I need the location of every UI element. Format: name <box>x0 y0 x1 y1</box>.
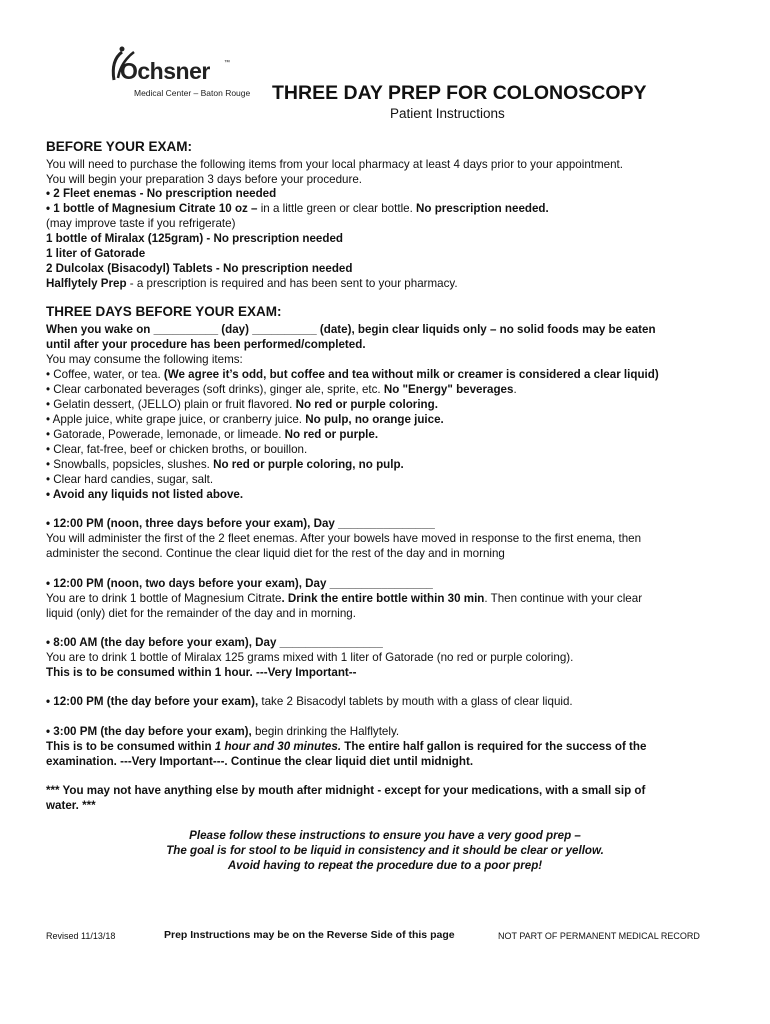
schedule-4-line: • 12:00 PM (the day before your exam), take 2 Bisacodyl tablets by mouth with a glass of clear liquid. <box>46 695 573 708</box>
schedule-2-heading: • 12:00 PM (noon, two days before your exam), Day ________________ <box>46 577 433 590</box>
ochsner-logo <box>108 44 258 102</box>
page-title: THREE DAY PREP FOR COLONOSCOPY <box>272 82 647 104</box>
schedule-1-heading: • 12:00 PM (noon, three days before your exam), Day _______________ <box>46 517 435 530</box>
before-line-1: You will need to purchase the following items from your local pharmacy at least 4 days prior to your appointment. <box>46 158 623 171</box>
footer-not-medical-record: NOT PART OF PERMANENT MEDICAL RECORD <box>498 931 700 941</box>
schedule-3-heading: • 8:00 AM (the day before your exam), Day ________________ <box>46 636 383 649</box>
schedule-5-heading: • 3:00 PM (the day before your exam), begin drinking the Halflytely. <box>46 725 400 738</box>
before-item-halflytely: Halflytely Prep - a prescription is required and has been sent to your pharmacy. <box>46 277 458 290</box>
three-days-heading: THREE DAYS BEFORE YOUR EXAM: <box>46 304 282 319</box>
three-item-gatorade: • Gatorade, Powerade, lemonade, or limeade. No red or purple. <box>46 428 379 441</box>
three-line-2: until after your procedure has been performed/completed. <box>46 338 366 351</box>
three-item-carbonated: • Clear carbonated beverages (soft drinks), ginger ale, sprite, etc. No "Energy" beverages. <box>46 383 517 396</box>
schedule-5-line-2: examination. ---Very Important---. Continue the clear liquid diet until midnight. <box>46 755 474 768</box>
schedule-5-line-1: This is to be consumed within 1 hour and 30 minutes. The entire half gallon is required for the success of the <box>46 740 647 753</box>
logo-name: Ochsner <box>120 58 210 84</box>
before-item-magnesium: • 1 bottle of Magnesium Citrate 10 oz – in a little green or clear bottle. No prescription needed. <box>46 202 549 215</box>
schedule-1-line-1: You will administer the first of the 2 fleet enemas. After your bowels have moved in response to the first enema, then <box>46 532 642 545</box>
schedule-3-line-2: This is to be consumed within 1 hour. ---Very Important-- <box>46 666 357 679</box>
three-item-coffee: • Coffee, water, or tea. (We agree it’s odd, but coffee and tea without milk or creamer is considered a clear liquid) <box>46 368 659 381</box>
page-subtitle: Patient Instructions <box>390 106 505 121</box>
closing-line-1: Please follow these instructions to ensure you have a very good prep – <box>189 829 581 842</box>
nothing-by-mouth-line-2: water. *** <box>46 799 96 812</box>
footer-revised: Revised 11/13/18 <box>46 931 116 941</box>
schedule-1-line-2: administer the second. Continue the clear liquid diet for the rest of the day and in morning <box>46 547 505 560</box>
three-line-3: You may consume the following items: <box>46 353 243 366</box>
logo-subtitle: Medical Center – Baton Rouge <box>134 88 251 98</box>
three-item-juice: • Apple juice, white grape juice, or cranberry juice. No pulp, no orange juice. <box>46 413 444 426</box>
three-item-broth: • Clear, fat-free, beef or chicken broths, or bouillon. <box>46 443 308 456</box>
schedule-2-line-2: liquid (only) diet for the remainder of the day and in morning. <box>46 607 356 620</box>
before-item-dulcolax: 2 Dulcolax (Bisacodyl) Tablets - No prescription needed <box>46 262 353 275</box>
footer-reverse-side: Prep Instructions may be on the Reverse Side of this page <box>164 929 455 941</box>
three-item-candies: • Clear hard candies, sugar, salt. <box>46 473 214 486</box>
three-item-gelatin: • Gelatin dessert, (JELLO) plain or fruit flavored. No red or purple coloring. <box>46 398 438 411</box>
schedule-2-line-1: You are to drink 1 bottle of Magnesium Citrate. Drink the entire bottle within 30 min. Then continue with your clear <box>46 592 643 605</box>
before-note-refrigerate: (may improve taste if you refrigerate) <box>46 217 236 230</box>
before-item-gatorade: 1 liter of Gatorade <box>46 247 146 260</box>
closing-line-2: The goal is for stool to be liquid in consistency and it should be clear or yellow. <box>166 844 604 857</box>
closing-line-3: Avoid having to repeat the procedure due to a poor prep! <box>227 859 543 872</box>
before-exam-heading: BEFORE YOUR EXAM: <box>46 139 193 154</box>
schedule-3-line-1: You are to drink 1 bottle of Miralax 125 grams mixed with 1 liter of Gatorade (no red or purple coloring). <box>46 651 574 664</box>
before-item-fleet: • 2 Fleet enemas - No prescription needed <box>46 187 277 200</box>
three-item-avoid: • Avoid any liquids not listed above. <box>46 488 244 501</box>
before-line-2: You will begin your preparation 3 days before your procedure. <box>46 173 363 186</box>
three-line-1: When you wake on __________ (day) __________ (date), begin clear liquids only – no solid foods may be eaten <box>46 323 656 336</box>
logo-trademark: ™ <box>224 60 230 66</box>
three-item-snowballs: • Snowballs, popsicles, slushes. No red or purple coloring, no pulp. <box>46 458 404 471</box>
nothing-by-mouth-line-1: *** You may not have anything else by mouth after midnight - except for your medications, with a small sip of <box>46 784 646 797</box>
before-item-miralax: 1 bottle of Miralax (125gram) - No prescription needed <box>46 232 343 245</box>
